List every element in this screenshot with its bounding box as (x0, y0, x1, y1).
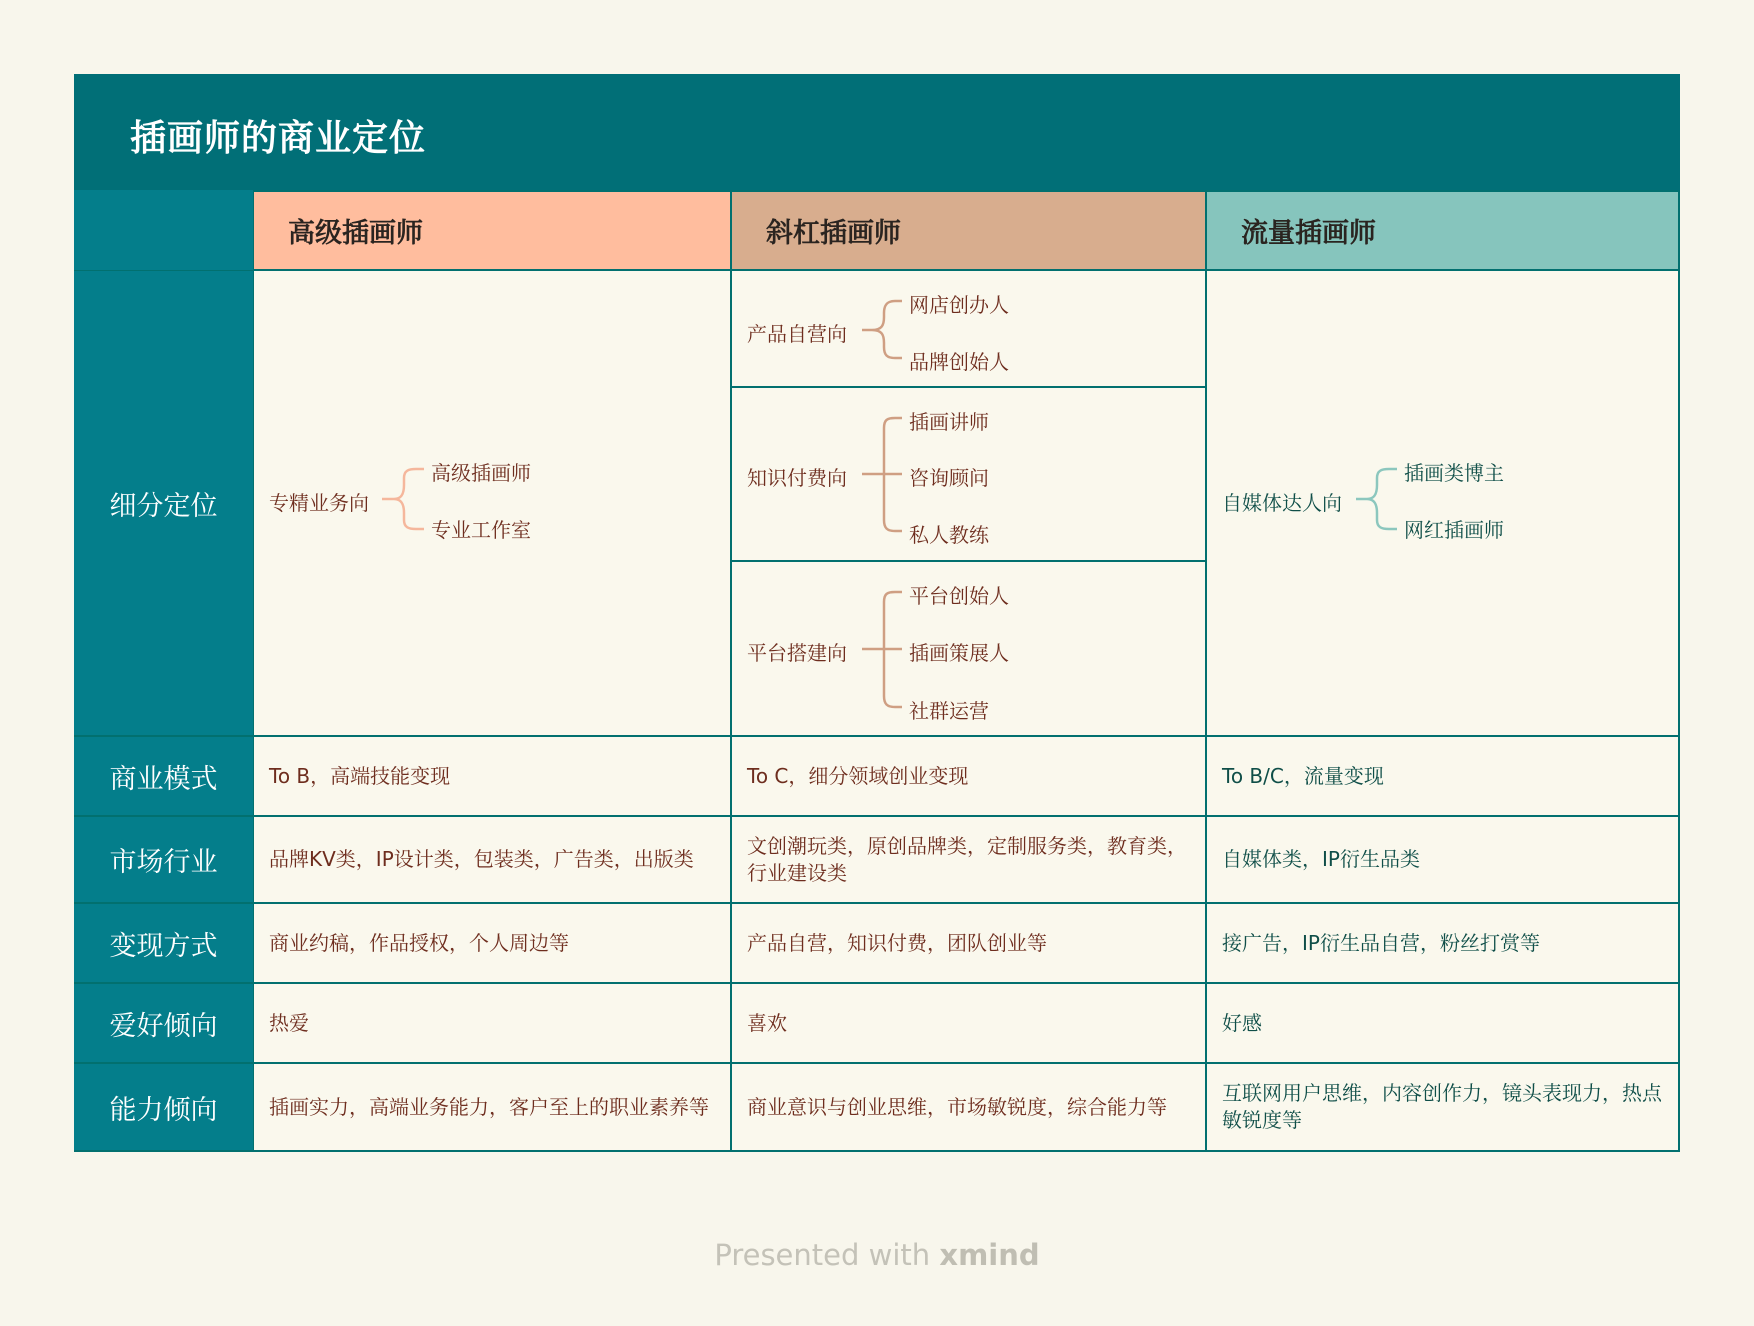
title-bar (74, 74, 1680, 190)
ability-slash: 商业意识与创业思维，市场敏锐度，综合能力等 (732, 1064, 1205, 1150)
slash-root-3: 平台搭建向 (747, 641, 847, 665)
column-header-traffic: 流量插画师 (1207, 192, 1678, 269)
traffic-root: 自媒体达人向 (1222, 491, 1342, 515)
segment-slash-cell-3 (732, 562, 1205, 735)
slash-child-1-2: 品牌创始人 (909, 350, 1009, 374)
senior-child-1: 高级插画师 (431, 461, 531, 485)
slash-child-2-1: 插画讲师 (909, 410, 989, 434)
business-slash: To C，细分领域创业变现 (732, 737, 1205, 815)
footer-prefix: Presented with (714, 1238, 940, 1272)
corner-cell (74, 190, 253, 270)
footer-credit (0, 1238, 1754, 1272)
segment-slash-cell-1 (732, 271, 1205, 386)
segment-slash-cell-2 (732, 388, 1205, 560)
market-senior: 品牌KV类，IP设计类，包装类，广告类，出版类 (254, 817, 730, 902)
monetization-slash: 产品自营，知识付费，团队创业等 (732, 904, 1205, 982)
hobby-senior: 热爱 (254, 984, 730, 1062)
market-traffic: 自媒体类，IP衍生品类 (1207, 817, 1678, 902)
ability-senior: 插画实力，高端业务能力，客户至上的职业素养等 (254, 1064, 730, 1150)
traffic-child-1: 插画类博主 (1404, 461, 1504, 485)
row-header-segment: 细分定位 (74, 271, 253, 735)
page-title: 插画师的商业定位 (130, 118, 427, 159)
slash-child-2-3: 私人教练 (909, 523, 989, 547)
ability-traffic: 互联网用户思维，内容创作力，镜头表现力，热点敏锐度等 (1207, 1064, 1678, 1150)
slash-child-1-1: 网店创办人 (909, 293, 1009, 317)
monetization-traffic: 接广告，IP衍生品自营，粉丝打赏等 (1207, 904, 1678, 982)
slash-child-3-1: 平台创始人 (909, 584, 1009, 608)
row-header-market: 市场行业 (74, 817, 253, 902)
row-header-monetization: 变现方式 (74, 904, 253, 982)
senior-child-2: 专业工作室 (431, 518, 531, 542)
senior-root: 专精业务向 (269, 491, 369, 515)
row-header-business-model: 商业模式 (74, 737, 253, 815)
column-header-senior: 高级插画师 (254, 192, 730, 269)
slash-root-2: 知识付费向 (747, 466, 847, 490)
slash-root-1: 产品自营向 (747, 322, 847, 346)
row-header-hobby: 爱好倾向 (74, 984, 253, 1062)
segment-traffic-cell (1207, 271, 1678, 735)
traffic-child-2: 网红插画师 (1404, 518, 1504, 542)
row-header-ability: 能力倾向 (74, 1064, 253, 1150)
hobby-slash: 喜欢 (732, 984, 1205, 1062)
xmind-brand: xmind (939, 1238, 1040, 1272)
slash-child-3-3: 社群运营 (909, 699, 989, 723)
slash-child-3-2: 插画策展人 (909, 641, 1009, 665)
business-traffic: To B/C，流量变现 (1207, 737, 1678, 815)
hobby-traffic: 好感 (1207, 984, 1678, 1062)
slash-child-2-2: 咨询顾问 (909, 466, 989, 490)
market-slash: 文创潮玩类，原创品牌类，定制服务类，教育类，行业建设类 (732, 817, 1205, 902)
table-board (74, 74, 1680, 1152)
monetization-senior: 商业约稿，作品授权，个人周边等 (254, 904, 730, 982)
segment-senior-cell (254, 271, 730, 735)
column-header-slash: 斜杠插画师 (732, 192, 1205, 269)
business-senior: To B，高端技能变现 (254, 737, 730, 815)
